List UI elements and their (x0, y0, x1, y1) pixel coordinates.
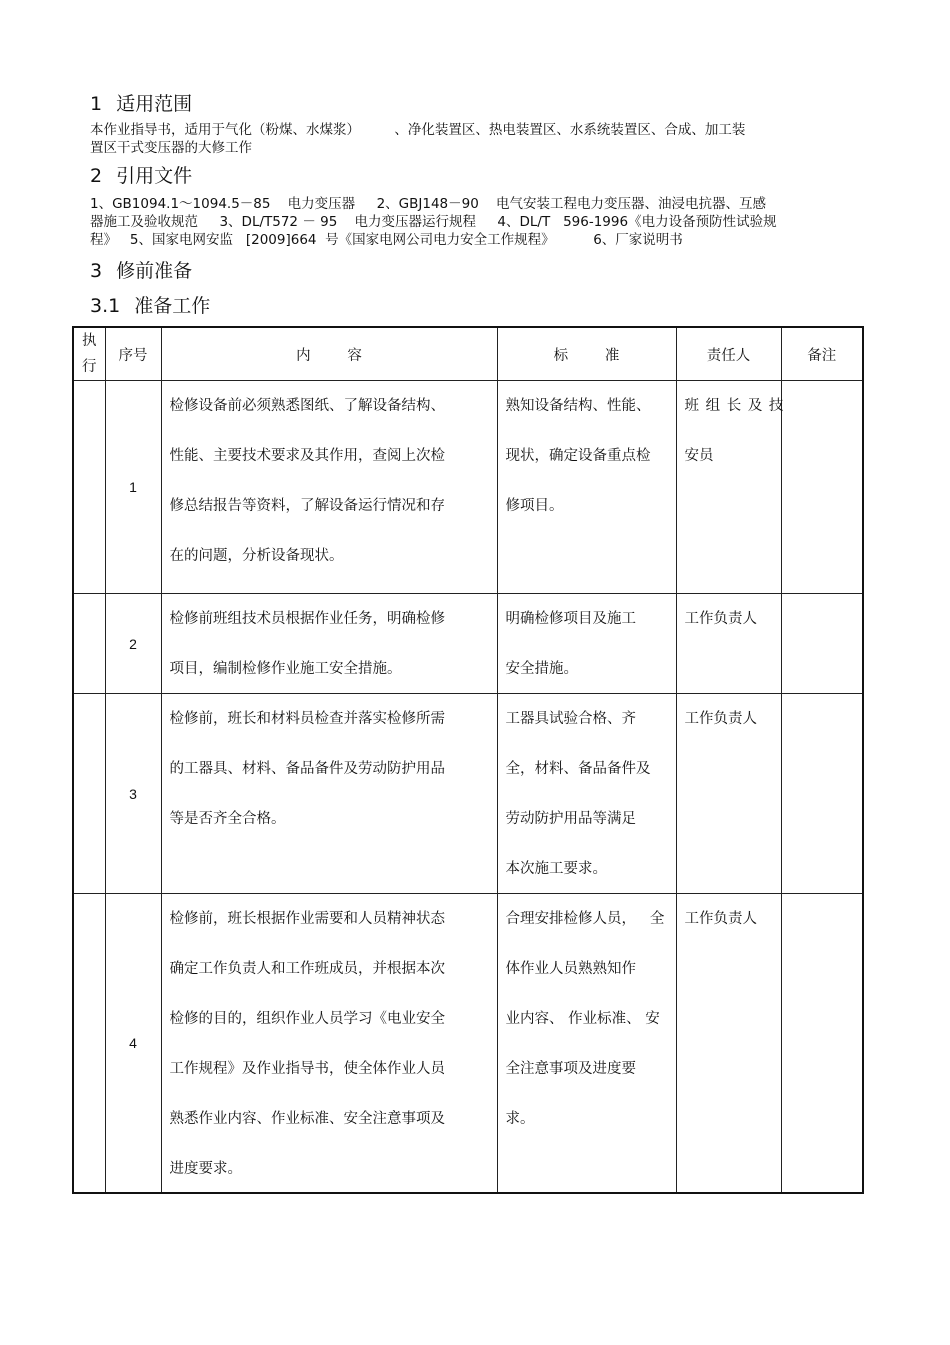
header-content (161, 327, 497, 381)
responsible-cell (676, 381, 785, 594)
standard-line: 全，材料、备品备件及 (505, 761, 651, 777)
content-line: 确定工作负责人和工作班成员，并根据本次 (169, 961, 445, 977)
table-header-row (73, 327, 863, 381)
responsible-line: 工作负责人 (684, 611, 757, 627)
paragraph-line: 器施工及验收规范 3、DL/T572 － 95 电力变压器运行规程 4、DL/T 596-1996《电力设备预防性试验规 (90, 214, 777, 230)
responsible-line: 工作负责人 (684, 911, 757, 927)
section-number: 1 (90, 93, 103, 115)
content-cell (161, 694, 497, 894)
row-number: 3 (105, 694, 161, 894)
standard-line: 现状，确定设备重点检 (505, 448, 651, 464)
section-title: 适用范围 (116, 93, 193, 115)
header-exec-char: 执 (82, 333, 97, 349)
content-line: 进度要求。 (169, 1161, 242, 1177)
responsible-cell (676, 894, 781, 1194)
section-3-heading (90, 259, 192, 283)
standard-cell (497, 894, 676, 1194)
standard-line: 全注意事项及进度要 (505, 1061, 636, 1077)
paragraph-line: 程》 5、国家电网安监 [2009]664 号《国家电网公司电力安全工作规程》 6、厂家说明书 (90, 232, 683, 248)
row-number: 2 (105, 594, 161, 694)
content-line: 的工器具、材料、备品备件及劳动防护用品 (169, 761, 445, 777)
header-note: 备注 (781, 327, 863, 381)
standard-line: 合理安排检修人员， 全 (505, 911, 665, 927)
content-line: 在的问题，分析设备现状。 (169, 548, 344, 564)
row-number: 4 (105, 894, 161, 1194)
responsible-cell (676, 594, 781, 694)
note-cell (781, 381, 863, 594)
content-line: 检修的目的，组织作业人员学习《电业安全 (169, 1011, 445, 1027)
header-exec-char: 行 (82, 359, 97, 375)
row-number: 1 (105, 381, 161, 594)
standard-line: 本次施工要求。 (505, 861, 607, 877)
table-row (73, 694, 863, 894)
content-cell (161, 594, 497, 694)
header-standard-label: 标 准 (553, 347, 620, 364)
standard-cell (497, 594, 676, 694)
exec-cell (73, 594, 105, 694)
standard-line: 劳动防护用品等满足 (505, 811, 636, 827)
section-2-heading (90, 164, 192, 188)
section-title: 修前准备 (116, 260, 193, 282)
section-number: 3 (90, 260, 103, 282)
paragraph-line: 置区干式变压器的大修工作 (90, 140, 252, 156)
standard-line: 业内容、 作业标准、 安 (505, 1011, 660, 1027)
section-2-body (90, 195, 850, 249)
section-3-1-heading (90, 294, 210, 318)
note-cell (781, 894, 863, 1194)
section-number: 2 (90, 165, 103, 187)
responsible-line: 安员 (684, 448, 714, 464)
standard-line: 明确检修项目及施工 (505, 611, 636, 627)
content-line: 修总结报告等资料，了解设备运行情况和存 (169, 498, 445, 514)
section-title: 准备工作 (134, 295, 211, 317)
table-row (73, 594, 863, 694)
content-line: 项目，编制检修作业施工安全措施。 (169, 661, 402, 677)
content-line: 性能、主要技术要求及其作用，查阅上次检 (169, 448, 445, 464)
standard-cell (497, 381, 676, 594)
paragraph-line: 本作业指导书，适用于气化（粉煤、水煤浆） 、净化装置区、热电装置区、水系统装置区、合成、加工装 (90, 122, 746, 138)
header-no: 序号 (105, 327, 161, 381)
section-1-heading (90, 92, 192, 116)
standard-line: 工器具试验合格、齐 (505, 711, 636, 727)
exec-cell (73, 381, 105, 594)
section-title: 引用文件 (116, 165, 193, 187)
content-line: 检修前，班长和材料员检查并落实检修所需 (169, 711, 445, 727)
content-line: 熟悉作业内容、作业标准、安全注意事项及 (169, 1111, 445, 1127)
responsible-line: 班 组 长 及 技 (684, 398, 785, 414)
content-line: 检修前班组技术员根据作业任务，明确检修 (169, 611, 445, 627)
header-standard (497, 327, 676, 381)
content-cell (161, 381, 497, 594)
header-exec (73, 327, 105, 381)
note-cell (781, 694, 863, 894)
exec-cell (73, 894, 105, 1194)
standard-line: 熟知设备结构、性能、 (505, 398, 651, 414)
standard-line: 安全措施。 (505, 661, 578, 677)
standard-line: 体作业人员熟熟知作 (505, 961, 636, 977)
header-responsible: 责任人 (676, 327, 781, 381)
standard-cell (497, 694, 676, 894)
table-row (73, 381, 863, 594)
content-line: 工作规程》及作业指导书，使全体作业人员 (169, 1061, 445, 1077)
section-number: 3.1 (90, 295, 121, 317)
preparation-table (72, 326, 864, 1194)
paragraph-line: 1、GB1094.1～1094.5－85 电力变压器 2、GBJ148－90 电气安装工程电力变压器、油浸电抗器、互感 (90, 196, 766, 212)
exec-cell (73, 694, 105, 894)
content-line: 检修设备前必须熟悉图纸、了解设备结构、 (169, 398, 445, 414)
content-line: 检修前，班长根据作业需要和人员精神状态 (169, 911, 445, 927)
content-line: 等是否齐全合格。 (169, 811, 286, 827)
note-cell (781, 594, 863, 694)
responsible-line: 工作负责人 (684, 711, 757, 727)
responsible-cell (676, 694, 781, 894)
section-1-body (90, 121, 850, 157)
standard-line: 求。 (505, 1111, 535, 1127)
header-content-label: 内 容 (296, 347, 362, 364)
table-row (73, 894, 863, 1194)
standard-line: 修项目。 (505, 498, 564, 514)
content-cell (161, 894, 497, 1194)
